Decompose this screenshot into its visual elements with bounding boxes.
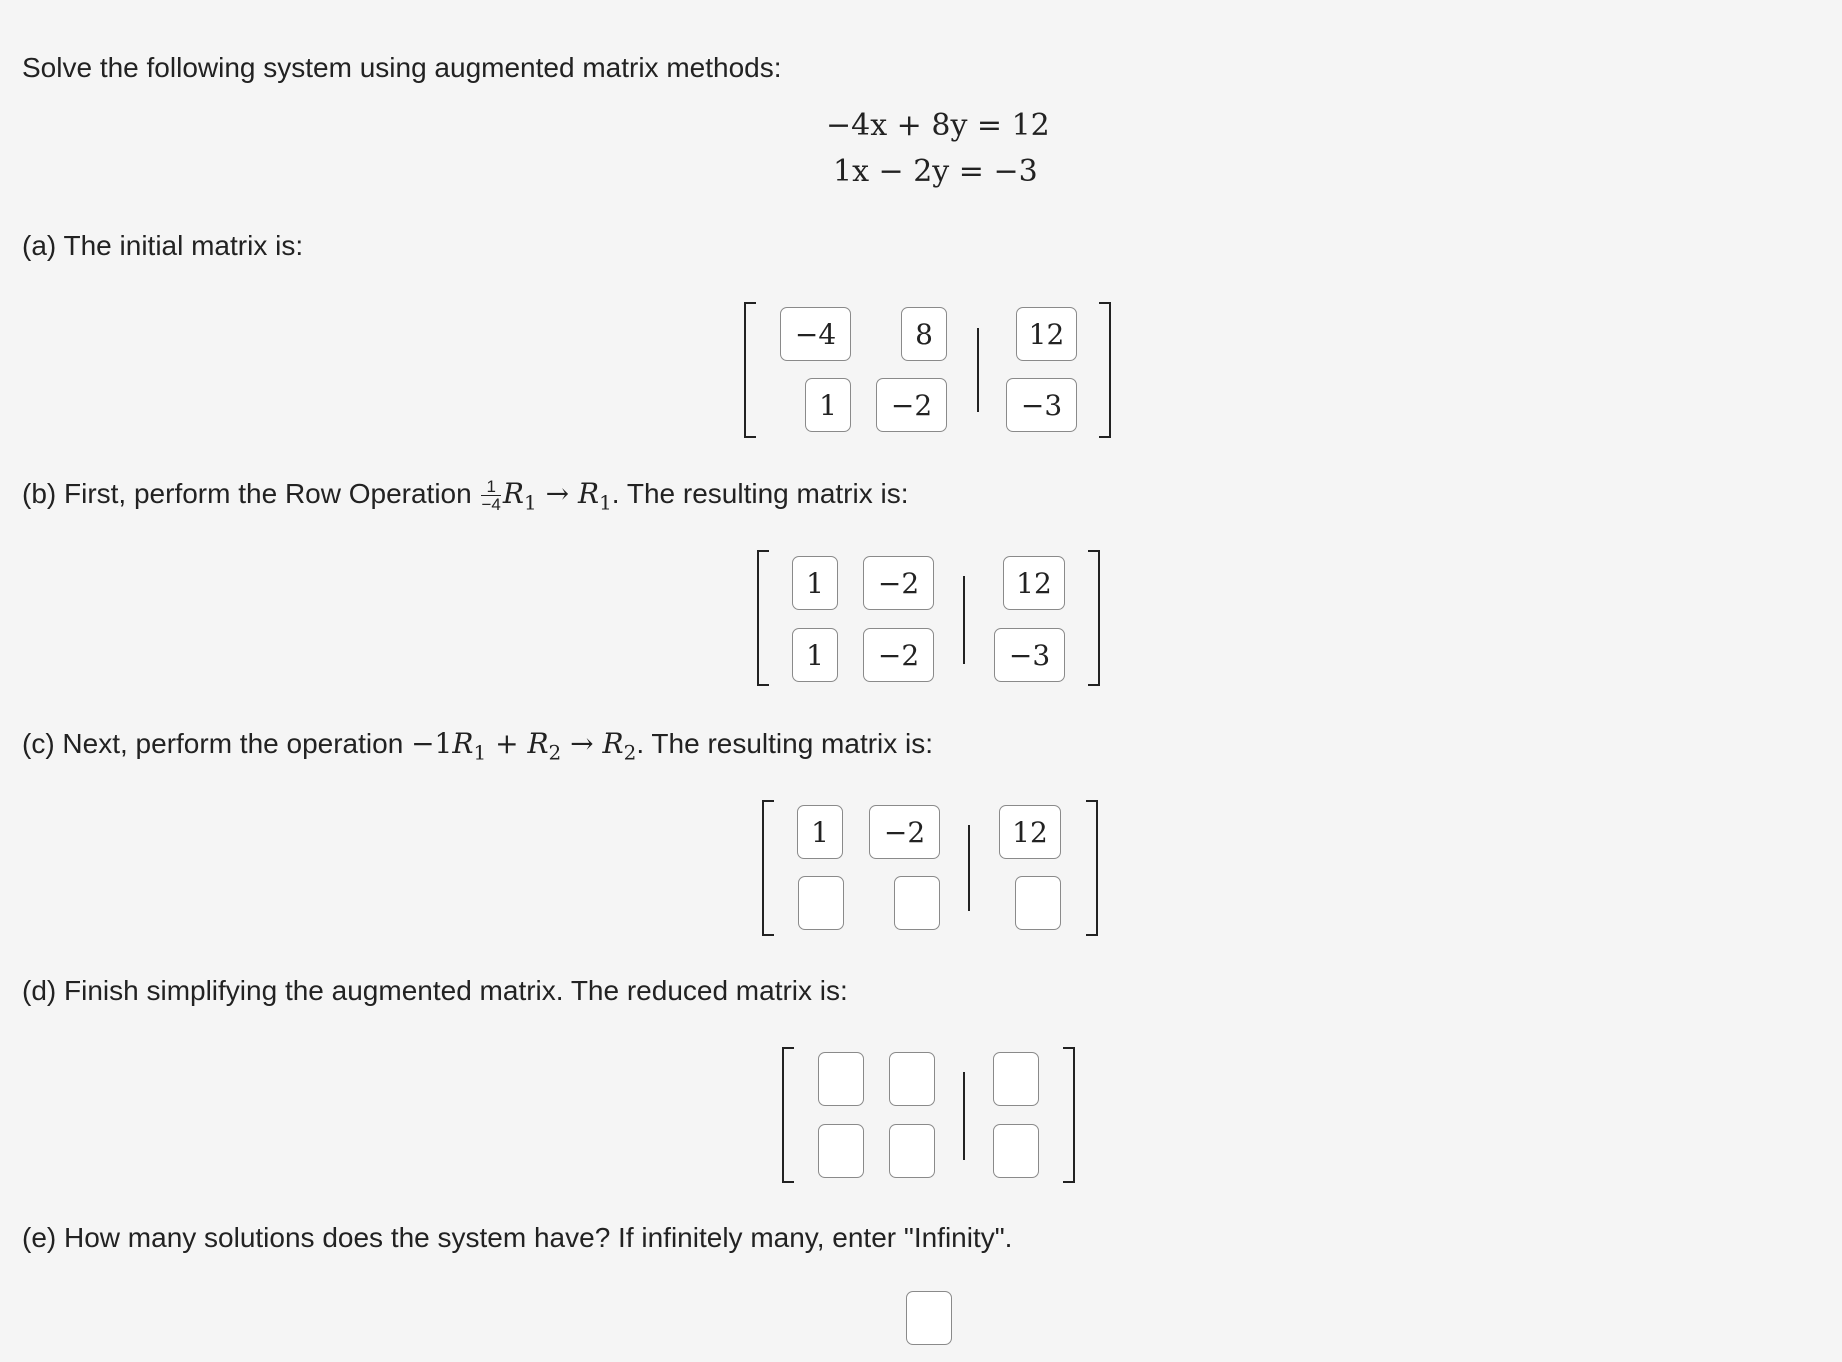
matrix-a-r2c2: −2 xyxy=(876,378,947,432)
matrix-b-r1c1: 1 xyxy=(792,556,838,610)
matrix-d-r2c2-input[interactable] xyxy=(889,1124,935,1178)
part-b-label xyxy=(22,476,909,521)
part-a-label: (a) The initial matrix is: xyxy=(22,230,304,261)
matrix-c-r1c2: −2 xyxy=(869,805,940,859)
equation-2: 1x − 2y = −3 xyxy=(833,154,1038,189)
matrix-b-r2c1: 1 xyxy=(792,628,838,682)
matrix-c-r2c1-input[interactable] xyxy=(798,876,844,930)
matrix-b-r1c3: 12 xyxy=(1003,556,1065,610)
matrix-c-r2c3-input[interactable] xyxy=(1015,876,1061,930)
right-bracket xyxy=(1088,550,1100,686)
augment-bar xyxy=(963,576,965,664)
fraction-numerator: 1 xyxy=(481,478,500,496)
matrix-d-r2c3-input[interactable] xyxy=(993,1124,1039,1178)
matrix-a-r2c1: 1 xyxy=(805,378,851,432)
augment-bar xyxy=(968,825,970,911)
matrix-b-r2c3: −3 xyxy=(994,628,1065,682)
matrix-a-r1c1: −4 xyxy=(780,307,851,361)
matrix-d-r1c3-input[interactable] xyxy=(993,1052,1039,1106)
left-bracket xyxy=(762,800,774,936)
left-bracket xyxy=(744,302,756,438)
part-c-suffix: . The resulting matrix is: xyxy=(636,728,934,759)
matrix-a-r1c3: 12 xyxy=(1016,307,1077,361)
matrix-c-r1c1: 1 xyxy=(797,805,843,859)
part-c-label xyxy=(22,726,933,771)
left-bracket xyxy=(782,1047,794,1183)
matrix-b-r2c2: −2 xyxy=(863,628,934,682)
matrix-c-r2c2-input[interactable] xyxy=(894,876,940,930)
fraction-denominator: −4 xyxy=(481,495,501,515)
part-b-prefix: (b) First, perform the Row Operation xyxy=(22,478,472,509)
equation-1: −4x + 8y = 12 xyxy=(826,108,1050,143)
matrix-d-r1c2-input[interactable] xyxy=(889,1052,935,1106)
matrix-a-r1c2: 8 xyxy=(901,307,947,361)
left-bracket xyxy=(757,550,769,686)
right-bracket xyxy=(1063,1047,1075,1183)
matrix-b-r1c2: −2 xyxy=(863,556,934,610)
part-d-label: (d) Finish simplifying the augmented matrix. The reduced matrix is: xyxy=(22,975,848,1006)
part-c-prefix: (c) Next, perform the operation xyxy=(22,728,404,759)
augment-bar xyxy=(977,328,979,412)
fraction xyxy=(481,478,500,513)
row-operation-c: $-1R_1 + R_2 \to R_2$ xyxy=(411,727,637,765)
augment-bar xyxy=(963,1072,965,1160)
right-bracket xyxy=(1099,302,1111,438)
matrix-d-r1c1-input[interactable] xyxy=(818,1052,864,1106)
matrix-d-r2c1-input[interactable] xyxy=(818,1124,864,1178)
right-bracket xyxy=(1086,800,1098,936)
solutions-count-input[interactable] xyxy=(906,1291,952,1345)
problem-prompt: Solve the following system using augmented matrix methods: xyxy=(22,52,782,83)
row-operation-b: $R_1 \to R_1$ xyxy=(502,477,612,515)
matrix-c-r1c3: 12 xyxy=(999,805,1061,859)
part-b-suffix: . The resulting matrix is: xyxy=(611,478,909,509)
matrix-a-r2c3: −3 xyxy=(1006,378,1077,432)
part-e-label: (e) How many solutions does the system have? If infinitely many, enter "Infinity". xyxy=(22,1222,1013,1253)
